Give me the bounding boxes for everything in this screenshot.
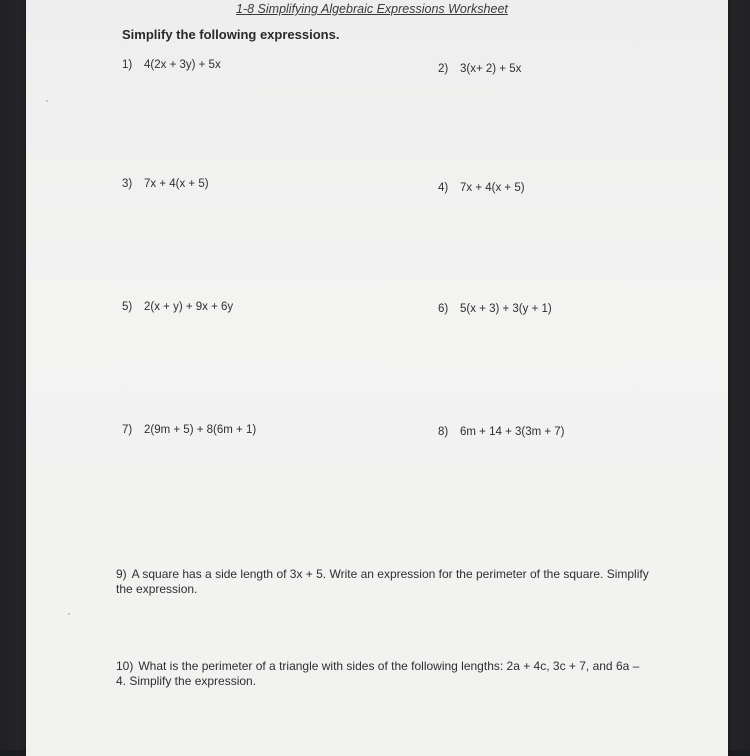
problem-expression: 7x + 4(x + 5) — [460, 182, 525, 194]
problem-number: 9) — [116, 567, 127, 581]
problem-expression: 6m + 14 + 3(3m + 7) — [460, 426, 565, 438]
problem-expression: 4(2x + 3y) + 5x — [144, 59, 221, 71]
worksheet-page — [26, 0, 728, 756]
instructions: Simplify the following expressions. — [122, 27, 340, 42]
problem-expression: 2(9m + 5) + 8(6m + 1) — [144, 424, 257, 436]
problem-number: 10) — [116, 659, 134, 673]
problem-expression: 2(x + y) + 9x + 6y — [144, 301, 234, 313]
word-problem-10 — [116, 659, 651, 689]
problem-number: 5) — [122, 301, 133, 313]
problem-7 — [122, 424, 256, 436]
problem-expression: 7x + 4(x + 5) — [144, 178, 209, 190]
problem-number: 3) — [122, 178, 133, 190]
problem-number: 8) — [438, 426, 449, 438]
problem-3 — [122, 178, 209, 190]
problem-number: 4) — [438, 182, 449, 194]
word-problem-text: A square has a side length of 3x + 5. Write an expression for the perimeter of the square. Simplify the expression. — [116, 567, 649, 596]
problem-4 — [438, 182, 525, 194]
problem-number: 6) — [438, 303, 449, 315]
problem-8 — [438, 426, 565, 438]
problem-2 — [438, 63, 521, 75]
paper-speck — [46, 100, 48, 102]
problem-number: 1) — [122, 59, 133, 71]
problem-5 — [122, 301, 233, 313]
worksheet-title: 1-8 Simplifying Algebraic Expressions Worksheet — [236, 2, 508, 16]
problem-expression: 3(x+ 2) + 5x — [460, 63, 522, 75]
problem-number: 2) — [438, 63, 449, 75]
paper-speck — [68, 613, 70, 615]
problem-number: 7) — [122, 424, 133, 436]
word-problem-9 — [116, 567, 656, 597]
problem-expression: 5(x + 3) + 3(y + 1) — [460, 303, 552, 315]
word-problem-text: What is the perimeter of a triangle with sides of the following lengths: 2a + 4c, 3c + 7, and 6a – 4. Simplify the expression. — [116, 659, 640, 688]
problem-6 — [438, 303, 552, 315]
problem-1 — [122, 59, 221, 71]
